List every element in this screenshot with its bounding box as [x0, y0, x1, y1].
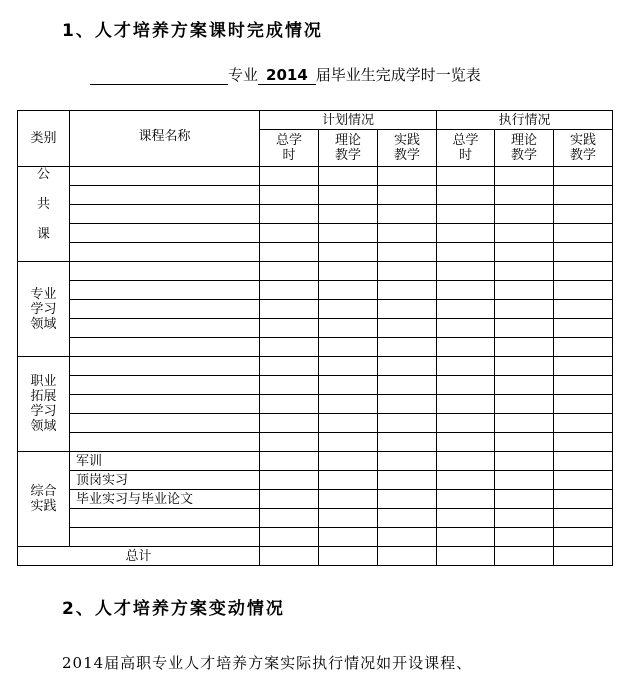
hours-cell[interactable] [260, 243, 319, 262]
course-name-cell[interactable] [70, 509, 260, 528]
sub-header [437, 130, 495, 167]
hours-cell[interactable] [378, 319, 437, 338]
course-name-cell[interactable] [70, 186, 260, 205]
hours-cell[interactable] [495, 224, 554, 243]
hours-cell[interactable] [319, 490, 378, 509]
course-name-cell[interactable]: 毕业实习与毕业论文 [70, 490, 260, 509]
table-row [18, 376, 613, 395]
hours-cell[interactable] [260, 528, 319, 547]
total-cell[interactable] [437, 547, 495, 566]
hours-cell[interactable] [495, 395, 554, 414]
hours-cell[interactable] [554, 490, 613, 509]
hours-cell[interactable] [554, 243, 613, 262]
hours-cell[interactable] [437, 433, 495, 452]
course-name-cell[interactable] [70, 376, 260, 395]
hours-cell[interactable] [378, 395, 437, 414]
hours-cell[interactable] [554, 509, 613, 528]
hours-cell[interactable] [378, 490, 437, 509]
hours-cell[interactable] [437, 528, 495, 547]
sub-header-label: 实践教学 [393, 133, 420, 163]
hours-cell[interactable] [495, 528, 554, 547]
table-row [18, 471, 613, 490]
exec-header: 执行情况 [437, 111, 613, 130]
category-label: 职业 拓展 学习 领域 [18, 357, 70, 452]
hours-cell[interactable] [319, 167, 378, 186]
hours-cell[interactable] [554, 433, 613, 452]
hours-cell[interactable] [378, 376, 437, 395]
hours-cell[interactable] [495, 433, 554, 452]
hours-cell[interactable] [437, 262, 495, 281]
hours-cell[interactable] [260, 224, 319, 243]
subtitle-prefix: 专业 [228, 66, 259, 84]
hours-cell[interactable] [495, 471, 554, 490]
hours-cell[interactable] [378, 452, 437, 471]
hours-cell[interactable] [554, 319, 613, 338]
hours-cell[interactable] [495, 319, 554, 338]
hours-cell[interactable] [260, 167, 319, 186]
hours-cell[interactable] [554, 224, 613, 243]
hours-cell[interactable] [260, 376, 319, 395]
total-cell[interactable] [495, 547, 554, 566]
table-row [18, 433, 613, 452]
hours-cell[interactable] [554, 357, 613, 376]
hours-cell[interactable] [554, 452, 613, 471]
hours-cell[interactable] [495, 186, 554, 205]
hours-cell[interactable] [437, 300, 495, 319]
course-name-cell[interactable] [70, 414, 260, 433]
hours-cell[interactable] [554, 471, 613, 490]
table-row [18, 395, 613, 414]
total-cell[interactable] [319, 547, 378, 566]
hours-cell[interactable] [319, 300, 378, 319]
hours-cell[interactable] [378, 433, 437, 452]
hours-cell[interactable] [554, 414, 613, 433]
hours-cell[interactable] [378, 509, 437, 528]
total-row [18, 547, 613, 566]
hours-cell[interactable] [495, 376, 554, 395]
hours-cell[interactable] [260, 452, 319, 471]
table-subtitle [90, 64, 481, 85]
category-header: 类别 [18, 111, 70, 167]
hours-cell[interactable] [554, 262, 613, 281]
sub-header-label: 实践教学 [569, 133, 596, 163]
hours-table [17, 110, 613, 566]
table-row [18, 281, 613, 300]
course-name-cell[interactable]: 军训 [70, 452, 260, 471]
course-name-cell[interactable] [70, 319, 260, 338]
hours-cell[interactable] [260, 319, 319, 338]
hours-cell[interactable] [319, 319, 378, 338]
sub-header-label: 理论教学 [510, 133, 537, 163]
sub-header-label: 理论教学 [334, 133, 361, 163]
sub-header [495, 130, 554, 167]
table-row [18, 357, 613, 376]
hours-cell[interactable] [378, 186, 437, 205]
hours-cell[interactable] [437, 243, 495, 262]
major-blank [90, 68, 228, 85]
hours-cell[interactable] [437, 376, 495, 395]
hours-cell[interactable] [437, 186, 495, 205]
category-label: 公 共 课 [18, 167, 70, 262]
total-cell[interactable] [554, 547, 613, 566]
hours-cell[interactable] [378, 338, 437, 357]
hours-cell[interactable] [319, 414, 378, 433]
hours-cell[interactable] [495, 243, 554, 262]
hours-cell[interactable] [319, 433, 378, 452]
hours-cell[interactable] [437, 452, 495, 471]
sub-header-label: 总学时 [275, 133, 302, 163]
section-heading-2: 2、人才培养方案变动情况 [62, 599, 285, 619]
table-row [18, 262, 613, 281]
hours-cell[interactable] [260, 300, 319, 319]
body-paragraph: 2014届高职专业人才培养方案实际执行情况如开设课程、 [62, 654, 473, 672]
hours-cell[interactable] [319, 528, 378, 547]
hours-cell[interactable] [319, 186, 378, 205]
hours-cell[interactable] [378, 167, 437, 186]
hours-cell[interactable] [260, 205, 319, 224]
hours-cell[interactable] [378, 281, 437, 300]
hours-cell[interactable] [260, 414, 319, 433]
total-label: 总计 [18, 547, 260, 566]
total-cell[interactable] [260, 547, 319, 566]
hours-cell[interactable] [495, 300, 554, 319]
hours-cell[interactable] [495, 357, 554, 376]
sub-header [319, 130, 378, 167]
hours-cell[interactable] [437, 471, 495, 490]
course-name-cell[interactable]: 顶岗实习 [70, 471, 260, 490]
hours-cell[interactable] [495, 167, 554, 186]
hours-cell[interactable] [260, 471, 319, 490]
hours-cell[interactable] [319, 509, 378, 528]
hours-cell[interactable] [260, 281, 319, 300]
hours-cell[interactable] [319, 338, 378, 357]
hours-cell[interactable] [260, 509, 319, 528]
course-name-cell[interactable] [70, 528, 260, 547]
course-name-cell[interactable] [70, 338, 260, 357]
table-row [18, 509, 613, 528]
hours-cell[interactable] [554, 300, 613, 319]
hours-cell[interactable] [260, 186, 319, 205]
hours-cell[interactable] [495, 414, 554, 433]
table-row [18, 205, 613, 224]
hours-cell[interactable] [378, 471, 437, 490]
hours-cell[interactable] [554, 186, 613, 205]
hours-cell[interactable] [495, 509, 554, 528]
hours-cell[interactable] [260, 490, 319, 509]
hours-cell[interactable] [554, 376, 613, 395]
hours-cell[interactable] [319, 357, 378, 376]
total-cell[interactable] [378, 547, 437, 566]
course-name-cell[interactable] [70, 262, 260, 281]
hours-cell[interactable] [319, 452, 378, 471]
hours-cell[interactable] [260, 262, 319, 281]
hours-cell[interactable] [554, 528, 613, 547]
hours-cell[interactable] [554, 281, 613, 300]
hours-cell[interactable] [437, 509, 495, 528]
hours-cell[interactable] [437, 167, 495, 186]
hours-cell[interactable] [319, 471, 378, 490]
hours-cell[interactable] [437, 205, 495, 224]
table-row [18, 243, 613, 262]
hours-cell[interactable] [378, 528, 437, 547]
subtitle-year: 2014 [258, 66, 316, 85]
hours-cell[interactable] [437, 281, 495, 300]
hours-cell[interactable] [260, 357, 319, 376]
course-name-cell[interactable] [70, 205, 260, 224]
hours-cell[interactable] [437, 490, 495, 509]
table-row [18, 528, 613, 547]
hours-cell[interactable] [495, 281, 554, 300]
hours-cell[interactable] [437, 319, 495, 338]
course-header: 课程名称 [70, 111, 260, 167]
course-name-cell[interactable] [70, 224, 260, 243]
hours-cell[interactable] [378, 224, 437, 243]
hours-cell[interactable] [378, 262, 437, 281]
table-row [18, 338, 613, 357]
course-name-cell[interactable] [70, 357, 260, 376]
hours-cell[interactable] [319, 281, 378, 300]
table-row [18, 300, 613, 319]
hours-cell[interactable] [495, 490, 554, 509]
course-name-cell[interactable] [70, 300, 260, 319]
hours-cell[interactable] [554, 338, 613, 357]
hours-cell[interactable] [319, 205, 378, 224]
course-name-cell[interactable] [70, 281, 260, 300]
table-row [18, 414, 613, 433]
course-name-cell[interactable] [70, 243, 260, 262]
hours-cell[interactable] [437, 357, 495, 376]
hours-cell[interactable] [495, 338, 554, 357]
table-row [18, 452, 613, 471]
hours-cell[interactable] [378, 243, 437, 262]
hours-cell[interactable] [319, 243, 378, 262]
course-name-cell[interactable] [70, 433, 260, 452]
course-name-cell[interactable] [70, 395, 260, 414]
hours-cell[interactable] [260, 433, 319, 452]
table-row [18, 319, 613, 338]
hours-cell[interactable] [260, 395, 319, 414]
hours-cell[interactable] [437, 414, 495, 433]
hours-cell[interactable] [554, 205, 613, 224]
table-row [18, 490, 613, 509]
sub-header [260, 130, 319, 167]
hours-cell[interactable] [378, 300, 437, 319]
hours-cell[interactable] [378, 205, 437, 224]
hours-cell[interactable] [260, 338, 319, 357]
hours-cell[interactable] [554, 167, 613, 186]
hours-cell[interactable] [437, 338, 495, 357]
hours-cell[interactable] [319, 395, 378, 414]
hours-cell[interactable] [378, 357, 437, 376]
hours-cell[interactable] [554, 395, 613, 414]
hours-cell[interactable] [319, 262, 378, 281]
subtitle-suffix: 届毕业生完成学时一览表 [315, 66, 481, 84]
hours-cell[interactable] [319, 376, 378, 395]
category-label: 综合 实践 [18, 452, 70, 547]
table-row [18, 224, 613, 243]
table-row [18, 167, 613, 186]
section-heading-1: 1、人才培养方案课时完成情况 [62, 21, 323, 41]
hours-cell[interactable] [495, 452, 554, 471]
sub-header-label: 总学时 [452, 133, 479, 163]
hours-cell[interactable] [319, 224, 378, 243]
category-label: 专业 学习 领域 [18, 262, 70, 357]
plan-header: 计划情况 [260, 111, 437, 130]
table-row [18, 186, 613, 205]
hours-cell[interactable] [437, 224, 495, 243]
hours-cell[interactable] [495, 262, 554, 281]
sub-header [378, 130, 437, 167]
hours-cell[interactable] [378, 414, 437, 433]
hours-cell[interactable] [495, 205, 554, 224]
sub-header [554, 130, 613, 167]
course-name-cell[interactable] [70, 167, 260, 186]
hours-cell[interactable] [437, 395, 495, 414]
